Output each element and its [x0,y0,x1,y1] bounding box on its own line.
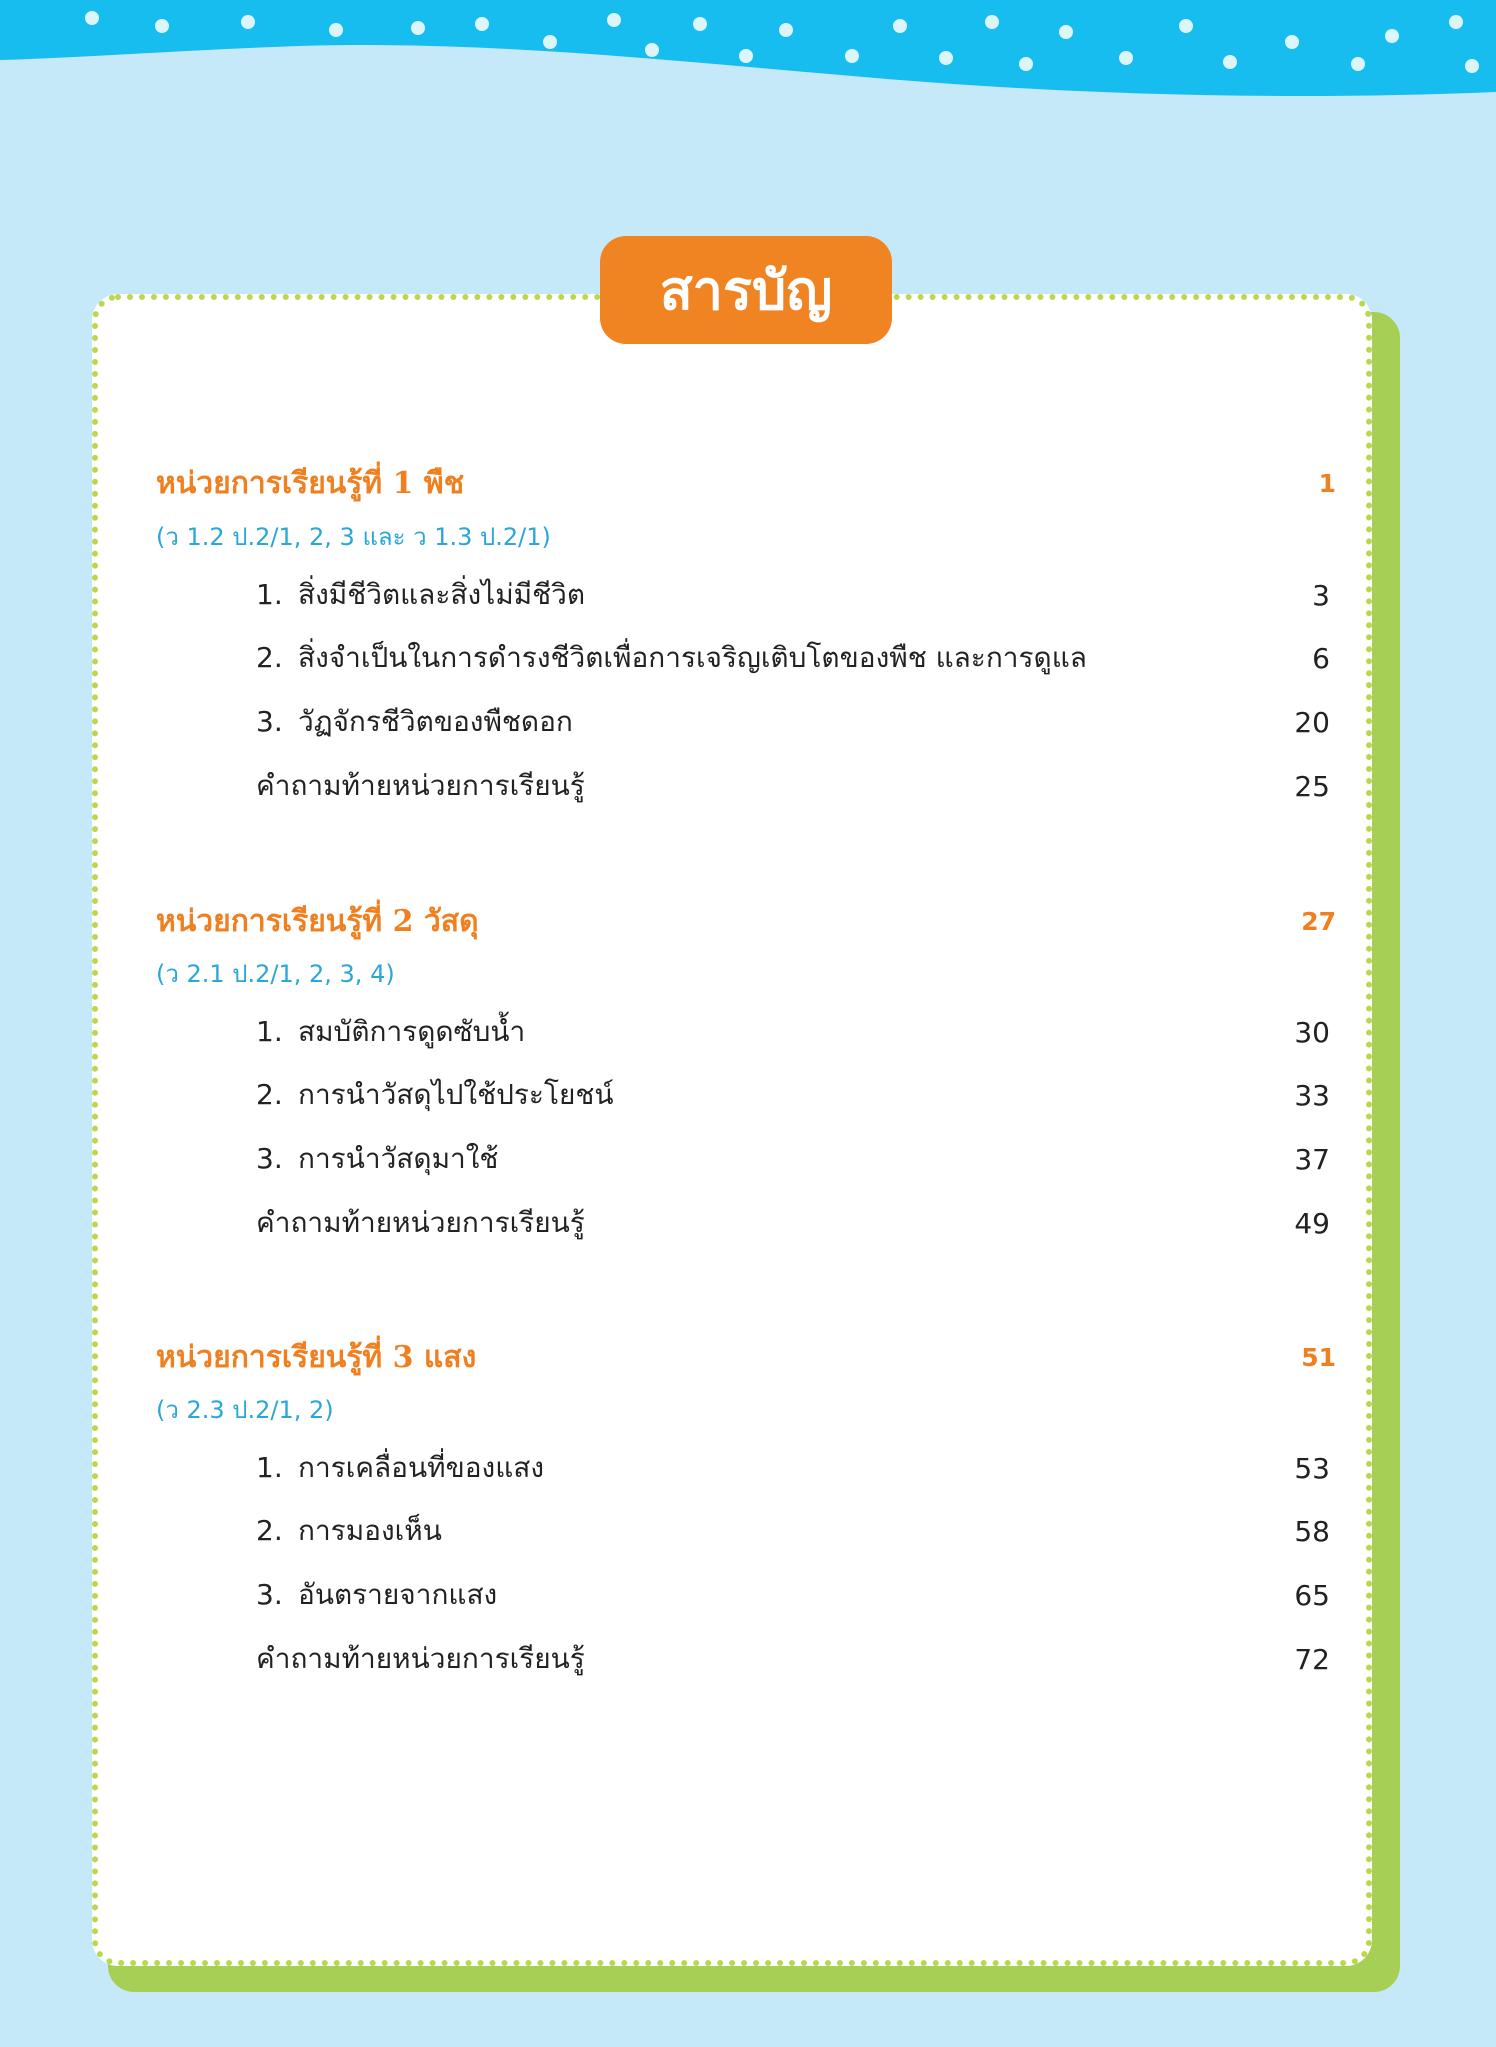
entry-number: 1. [256,1015,283,1048]
toc-entry[interactable] [256,1444,1330,1492]
entry-number: 2. [256,1078,283,1111]
toc-entry[interactable] [256,698,1330,746]
toc-entry[interactable] [256,634,1330,682]
entry-page: 65 [1294,1578,1330,1612]
entry-number: 3. [256,1578,283,1611]
entry-title: คำถามท้ายหน่วยการเรียนรู้ [256,1206,585,1239]
page-title: สารบัญ [600,236,892,344]
entry-number: 3. [256,1142,283,1175]
toc-entry[interactable] [256,1199,1330,1247]
entry-page: 49 [1294,1206,1330,1240]
toc-entry[interactable] [256,762,1330,810]
toc-entry[interactable] [256,571,1330,619]
toc-entry[interactable] [256,1635,1330,1683]
entry-title: การนำวัสดุมาใช้ [298,1142,499,1175]
unit-heading-2[interactable] [156,897,1336,945]
top-wave-band [0,0,1496,110]
unit-standards-2: (ว 2.1 ป.2/1, 2, 3, 4) [156,960,395,988]
entry-page: 3 [1312,578,1330,612]
unit-title: หน่วยการเรียนรู้ที่ 3 แสง [156,1339,477,1375]
toc-entry[interactable] [256,1507,1330,1555]
entry-page: 6 [1312,641,1330,675]
entry-title: สิ่งจำเป็นในการดำรงชีวิตเพื่อการเจริญเติบโตของพืช และการดูแล [298,641,1087,674]
entry-title: วัฏจักรชีวิตของพืชดอก [298,705,573,738]
unit-page-number: 51 [1301,1342,1336,1372]
entry-title: การมองเห็น [298,1514,442,1547]
entry-number: 1. [256,578,283,611]
toc-entry[interactable] [256,1135,1330,1183]
entry-page: 25 [1294,769,1330,803]
unit-standards-1: (ว 1.2 ป.2/1, 2, 3 และ ว 1.3 ป.2/1) [156,523,551,551]
entry-title: คำถามท้ายหน่วยการเรียนรู้ [256,769,585,802]
unit-page-number: 1 [1318,468,1336,498]
unit-heading-3[interactable] [156,1333,1336,1381]
toc-entry[interactable] [256,1008,1330,1056]
entry-title: การเคลื่อนที่ของแสง [298,1451,545,1484]
unit-heading-1[interactable] [156,459,1336,507]
entry-page: 33 [1294,1078,1330,1112]
entry-number: 2. [256,1514,283,1547]
entry-number: 3. [256,705,283,738]
entry-number: 2. [256,641,283,674]
entry-page: 30 [1294,1015,1330,1049]
entry-title: สมบัติการดูดซับน้ำ [298,1015,526,1048]
toc-entry[interactable] [256,1571,1330,1619]
unit-standards-3: (ว 2.3 ป.2/1, 2) [156,1396,334,1424]
entry-number: 1. [256,1451,283,1484]
entry-page: 37 [1294,1142,1330,1176]
entry-page: 53 [1294,1451,1330,1485]
entry-page: 20 [1294,705,1330,739]
entry-page: 58 [1294,1514,1330,1548]
toc-entry[interactable] [256,1071,1330,1119]
entry-title: สิ่งมีชีวิตและสิ่งไม่มีชีวิต [298,578,586,611]
unit-title: หน่วยการเรียนรู้ที่ 2 วัสดุ [156,903,479,939]
unit-page-number: 27 [1301,906,1336,936]
unit-title: หน่วยการเรียนรู้ที่ 1 พืช [156,465,465,501]
entry-title: อันตรายจากแสง [298,1578,498,1611]
entry-title: การนำวัสดุไปใช้ประโยชน์ [298,1078,614,1111]
entry-title: คำถามท้ายหน่วยการเรียนรู้ [256,1642,585,1675]
entry-page: 72 [1294,1642,1330,1676]
